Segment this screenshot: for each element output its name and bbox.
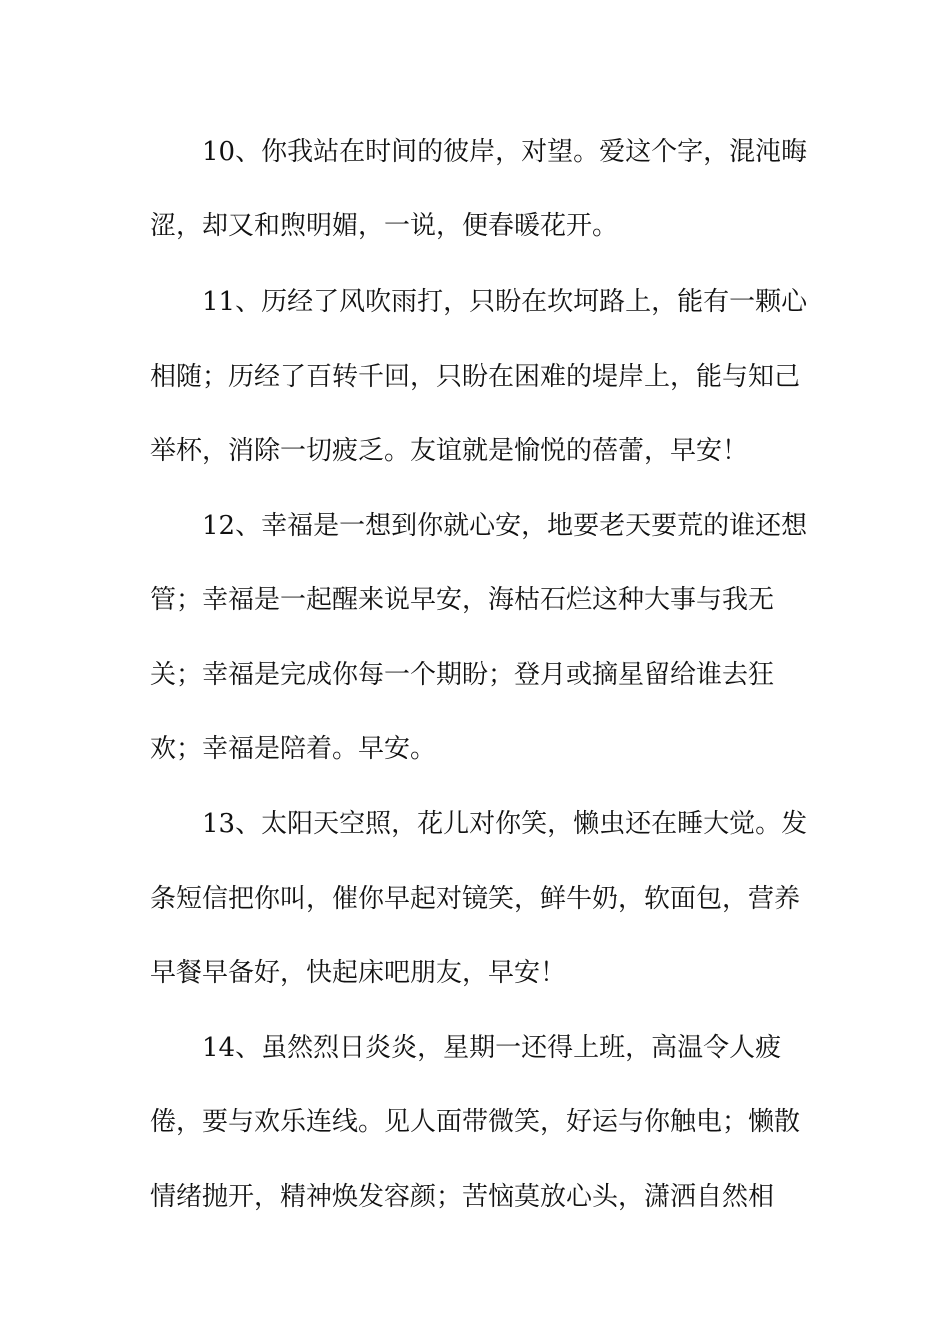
paragraph-11-line-3: 举杯，消除一切疲乏。友谊就是愉悦的蓓蕾，早安！ xyxy=(150,436,749,466)
paragraph-11-line-1: 11、历经了风吹雨打，只盼在坎坷路上，能有一颗心 xyxy=(202,287,808,317)
paragraph-12-line-3: 关；幸福是完成你每一个期盼；登月或摘星留给谁去狂 xyxy=(150,660,775,690)
paragraph-14-line-2: 倦，要与欢乐连线。见人面带微笑，好运与你触电；懒散 xyxy=(150,1107,801,1137)
paragraph-13-line-2: 条短信把你叫，催你早起对镜笑，鲜牛奶，软面包，营养 xyxy=(150,884,801,914)
paragraph-14-line-1: 14、虽然烈日炎炎，星期一还得上班，高温令人疲 xyxy=(202,1033,782,1063)
paragraph-10-line-1: 10、你我站在时间的彼岸，对望。爱这个字，混沌晦 xyxy=(202,137,808,167)
paragraph-13-line-3: 早餐早备好，快起床吧朋友，早安！ xyxy=(150,958,567,988)
paragraph-12-line-4: 欢；幸福是陪着。早安。 xyxy=(150,734,437,764)
paragraph-10-line-2: 涩，却又和煦明媚，一说，便春暖花开。 xyxy=(150,211,619,241)
paragraph-14-line-3: 情绪抛开，精神焕发容颜；苦恼莫放心头，潇洒自然相 xyxy=(150,1182,775,1212)
paragraph-13-line-1: 13、太阳天空照，花儿对你笑，懒虫还在睡大觉。发 xyxy=(202,809,808,839)
paragraph-11-line-2: 相随；历经了百转千回，只盼在困难的堤岸上，能与知己 xyxy=(150,362,801,392)
paragraph-12-line-2: 管；幸福是一起醒来说早安，海枯石烂这种大事与我无 xyxy=(150,585,775,615)
paragraph-12-line-1: 12、幸福是一想到你就心安，地要老天要荒的谁还想 xyxy=(202,511,808,541)
